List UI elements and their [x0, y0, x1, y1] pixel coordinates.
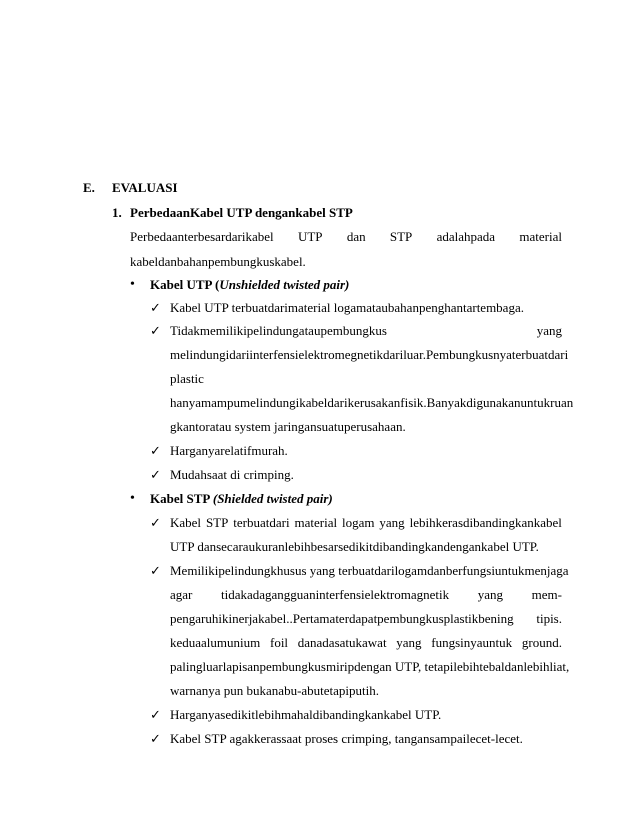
utp-heading-italic: Unshielded twisted pair)	[219, 277, 350, 292]
text-segment: tipis.	[536, 611, 562, 626]
intro-word: dan	[346, 229, 366, 244]
stp-item-2-line-5: palingluarlapisanpembungkusmiripdengan UTP, tetapilebihtebaldanlebihliat,	[170, 659, 570, 674]
text-segment: yang	[379, 515, 405, 530]
utp-item-2-line-1	[170, 323, 562, 339]
question-title: PerbedaanKabel UTP dengankabel STP	[130, 205, 353, 220]
utp-item-2-line-3: plastic	[170, 371, 204, 386]
text-segment: mem-	[531, 587, 562, 602]
stp-item-1-line-1	[170, 515, 562, 531]
stp-item-2-line-3	[170, 611, 562, 627]
text-segment: agar	[170, 587, 193, 602]
text-segment: keduaalumunium	[170, 635, 261, 650]
bullet-icon: •	[130, 491, 135, 506]
check-icon: ✓	[150, 323, 161, 338]
intro-word: Perbedaanterbesardarikabel	[130, 229, 274, 244]
bullet-icon: •	[130, 277, 135, 292]
check-icon: ✓	[150, 300, 161, 315]
check-icon: ✓	[150, 731, 161, 746]
text-segment: STP	[205, 515, 229, 530]
text-segment: logam	[341, 515, 375, 530]
stp-item-3: Harganyasedikitlebihmahaldibandingkankabel UTP.	[170, 707, 442, 722]
text-segment: ground.	[521, 635, 562, 650]
section-title: EVALUASI	[112, 180, 178, 195]
intro-word: UTP	[297, 229, 323, 244]
intro-word: adalahpada	[436, 229, 496, 244]
check-icon: ✓	[150, 467, 161, 482]
section-letter: E.	[83, 180, 95, 195]
stp-heading	[150, 491, 333, 507]
stp-item-2-line-2	[170, 587, 562, 603]
stp-item-2-line-4	[170, 635, 562, 651]
question-number: 1.	[112, 205, 122, 220]
intro-line-2: kabeldanbahanpembungkuskabel.	[130, 254, 306, 269]
stp-heading-italic: (Shielded twisted pair)	[212, 491, 333, 506]
utp-item-3: Harganyarelatifmurah.	[170, 443, 288, 458]
intro-word: material	[519, 229, 562, 244]
stp-item-4: Kabel STP agakkerassaat proses crimping, tangansampailecet-lecet.	[170, 731, 523, 746]
text-segment: pengaruhikinerjakabel..Pertamaterdapatpembungkusplastikbening	[170, 611, 514, 626]
text-segment: lebihkerasdibandingkankabel	[409, 515, 562, 530]
check-icon: ✓	[150, 707, 161, 722]
utp-item-2-line-5: gkantoratau system jaringansuatuperusahaan.	[170, 419, 406, 434]
utp-item-2-line-4: hanyamampumelindungikabeldarikerusakanfisik.Banyakdigunakanuntukruan	[170, 395, 574, 410]
check-icon: ✓	[150, 515, 161, 530]
check-icon: ✓	[150, 443, 161, 458]
stp-heading-bold: Kabel STP	[150, 491, 213, 506]
text-segment: Tidakmemilikipelindungataupembungkus	[170, 323, 387, 338]
utp-heading	[150, 277, 349, 293]
text-segment: material	[294, 515, 338, 530]
stp-item-1-line-2: UTP dansecaraukuranlebihbesarsedikitdibandingkandengankabel UTP.	[170, 539, 539, 554]
utp-item-2-line-2	[170, 347, 569, 363]
text-segment: fungsinyauntuk	[431, 635, 513, 650]
stp-item-2-line-1: Memilikipelindungkhusus yang terbuatdarilogamdanberfungsiuntukmenjaga	[170, 563, 569, 578]
utp-item-1: Kabel UTP terbuatdarimaterial logamataubahanpenghantartembaga.	[170, 300, 524, 315]
text-segment: Pembungkusnyaterbuatdari	[425, 347, 569, 362]
text-segment: Kabel	[170, 515, 202, 530]
text-segment: terbuatdari	[233, 515, 290, 530]
check-icon: ✓	[150, 563, 161, 578]
text-segment: yang	[536, 323, 562, 338]
utp-item-4: Mudahsaat di crimping.	[170, 467, 294, 482]
text-segment: melindungidariinterfensielektromegnetikdariluar.	[170, 347, 426, 362]
text-segment: danadasatukawat	[297, 635, 387, 650]
text-segment: foil	[269, 635, 289, 650]
stp-item-2-line-6: warnanya pun bukanabu-abutetapiputih.	[170, 683, 380, 698]
text-segment: tidakadagangguaninterfensielektromagnetik	[221, 587, 450, 602]
utp-heading-bold: Kabel UTP (	[150, 277, 220, 292]
text-segment: yang	[477, 587, 504, 602]
intro-word: STP	[389, 229, 413, 244]
text-segment: yang	[396, 635, 422, 650]
intro-line-1	[130, 229, 562, 245]
